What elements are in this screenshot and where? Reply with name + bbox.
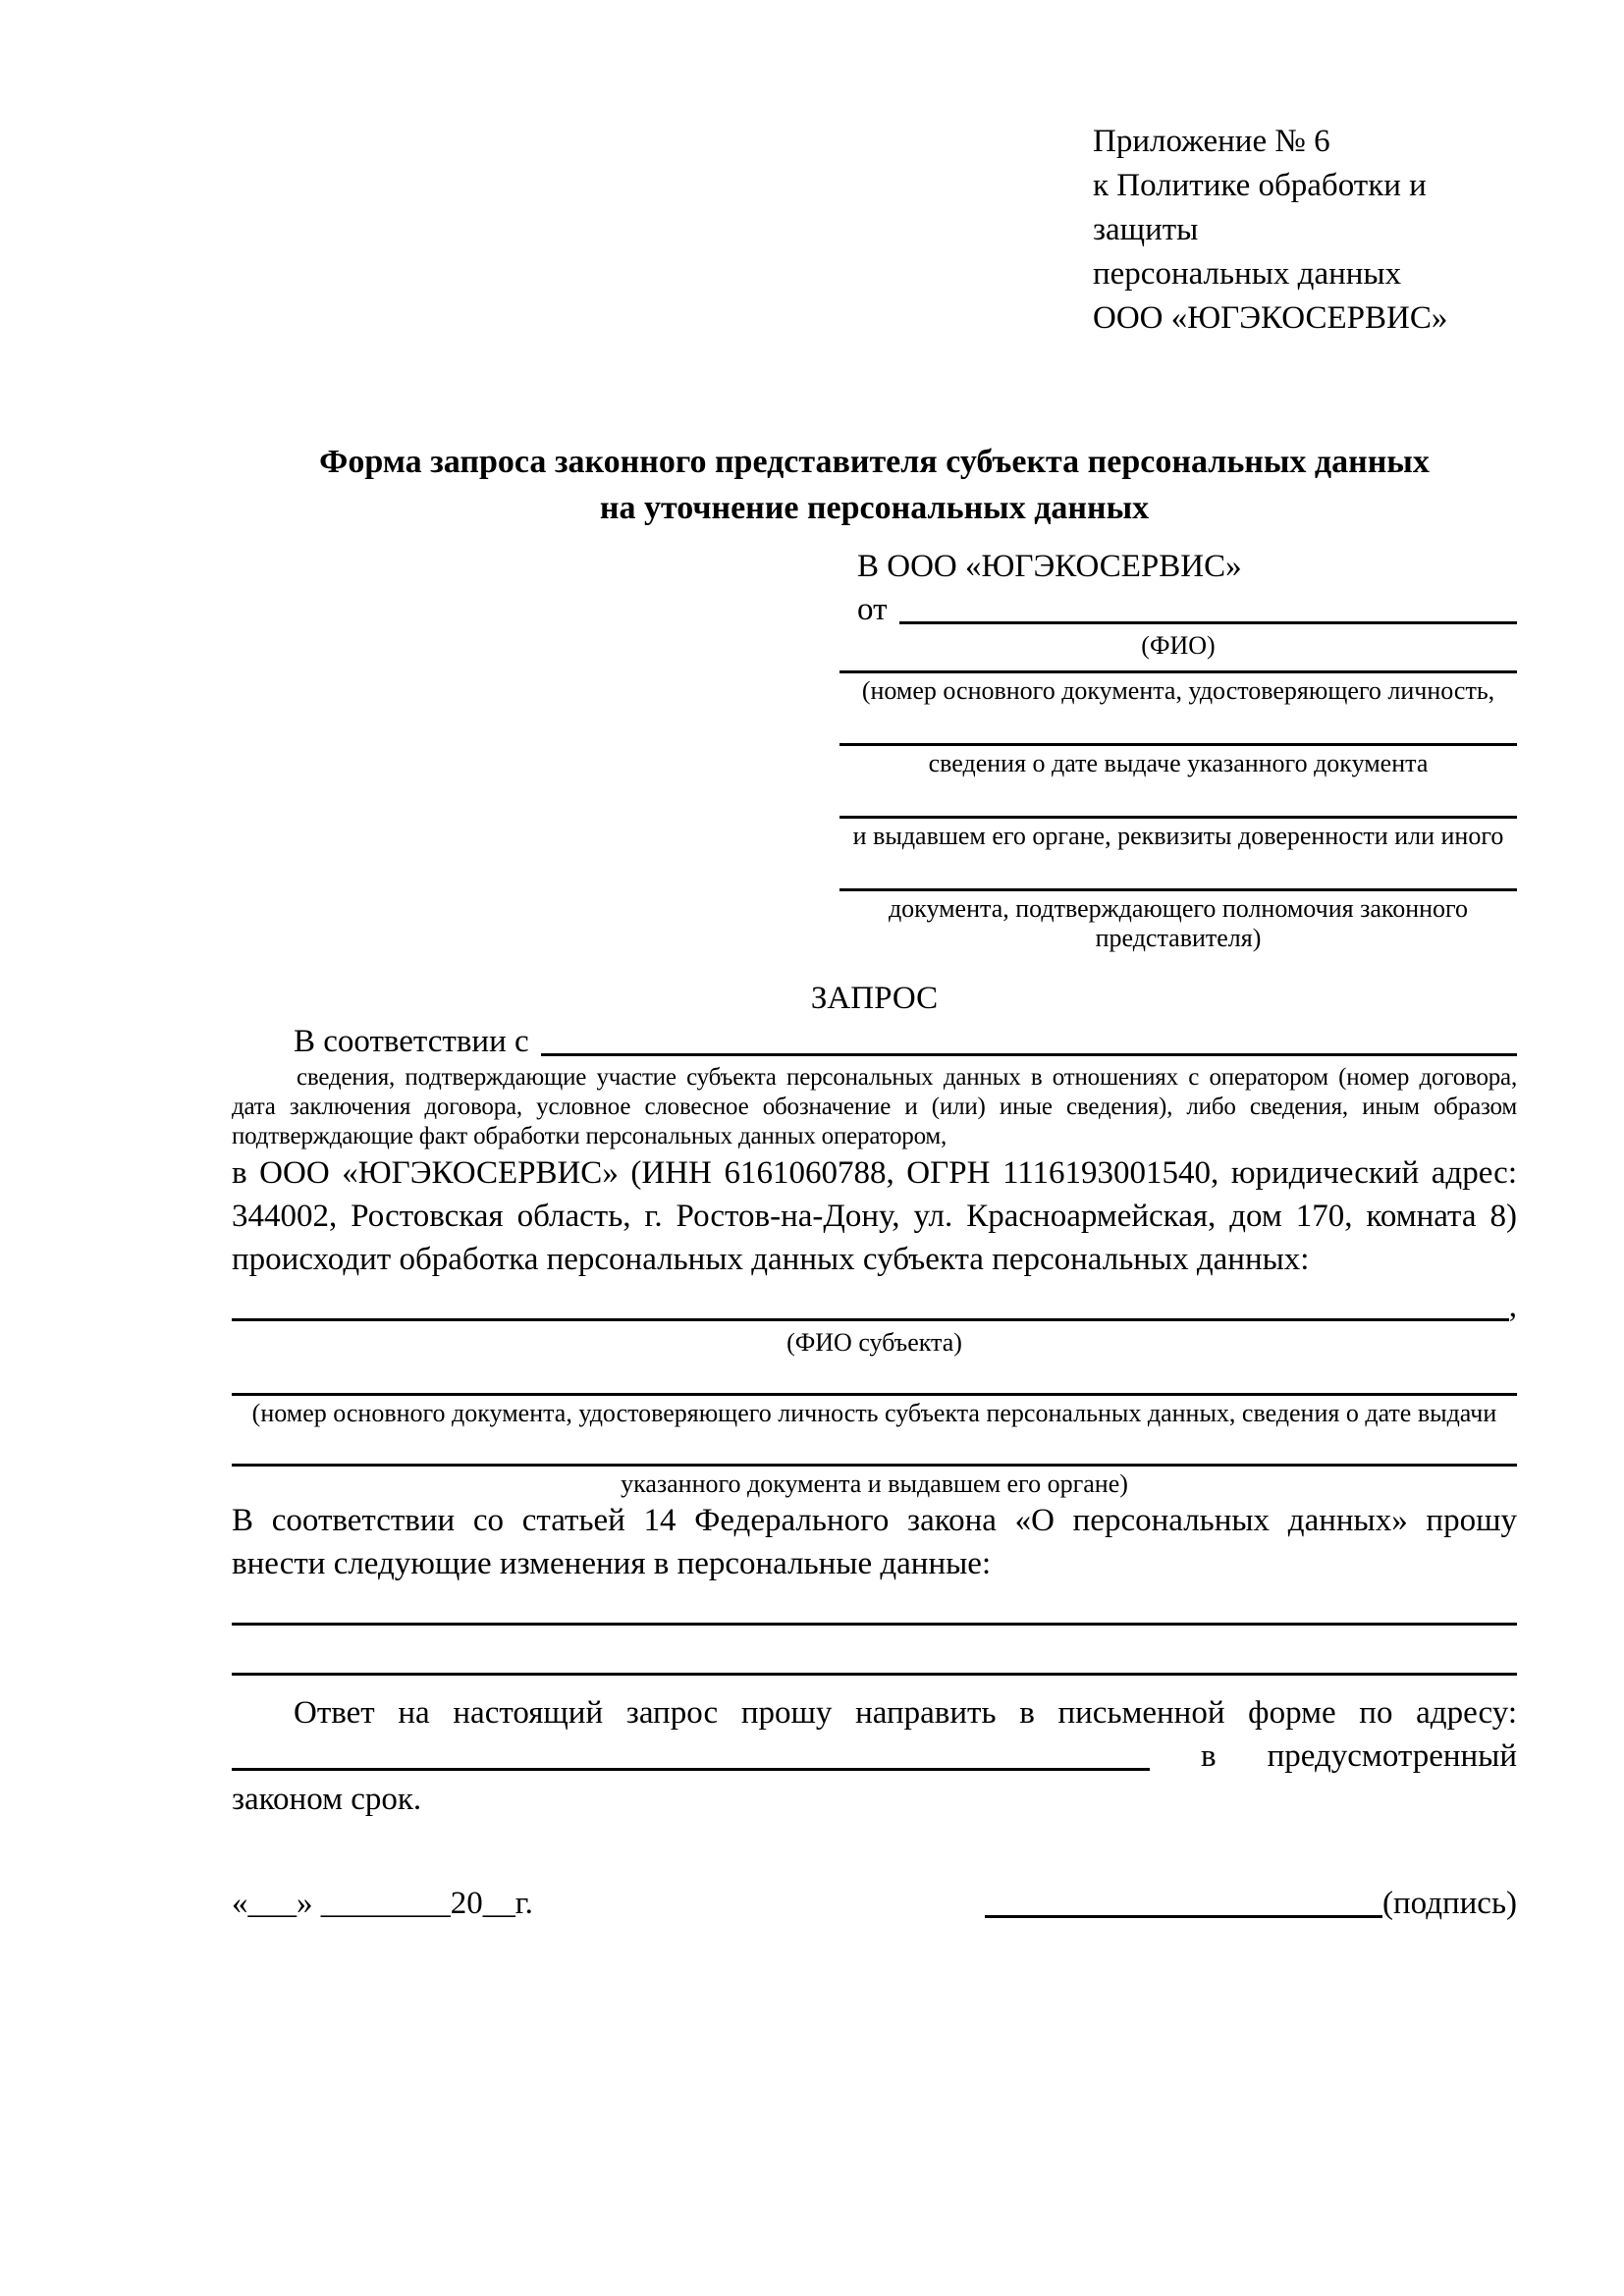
representative-doc-field <box>839 888 1517 953</box>
operator-paragraph: в ООО «ЮГЭКОСЕРВИС» (ИНН 6161060788, ОГРН 1116193001540, юридический адрес: 344002, Ростовская область, г. Ростов-на-Дону, ул. Красноармейская, дом 170, комната 8) происходит обработка персональных данных субъекта персональных данных: <box>232 1155 1517 1277</box>
spacer <box>1217 1735 1268 1778</box>
from-row <box>839 588 1517 631</box>
addressee-block <box>839 545 1517 953</box>
field-caption: (номер основного документа, удостоверяющего личность, <box>861 676 1495 705</box>
caption-fio: (ФИО) <box>1141 631 1216 660</box>
blank-line[interactable] <box>839 743 1517 746</box>
from-name-blank-line[interactable] <box>899 588 1518 631</box>
field-caption: указанного документа и выдавшем его органе) <box>621 1469 1128 1498</box>
reply-tail: законом срок. <box>232 1782 422 1817</box>
representative-doc-field <box>839 743 1517 778</box>
field-caption: (номер основного документа, удостоверяющего личность субъекта персональных данных, сведения о дате выдачи <box>251 1399 1497 1427</box>
reply-address-row <box>232 1735 1517 1778</box>
blank-line[interactable] <box>839 670 1517 673</box>
representative-doc-field <box>839 670 1517 706</box>
header-line: Приложение № 6 <box>1093 124 1330 159</box>
reply-sentence: Ответ на настоящий запрос прошу направить в письменной форме по адресу: <box>294 1695 1517 1731</box>
changes-blank-line[interactable] <box>232 1673 1517 1676</box>
date-signature-row <box>232 1882 1517 1925</box>
reply-word-stipulated: предусмотренный <box>1267 1738 1518 1774</box>
subject-fio-row <box>232 1285 1517 1328</box>
intro-row <box>232 1020 1517 1063</box>
changes-blank-line[interactable] <box>232 1623 1517 1626</box>
representative-doc-field <box>839 816 1517 851</box>
reply-address-blank-line[interactable] <box>232 1735 1150 1778</box>
from-label: от <box>857 592 888 627</box>
addressee-to: В ООО «ЮГЭКОСЕРВИС» <box>857 549 1242 584</box>
subject-doc-field <box>232 1464 1517 1499</box>
field-caption: сведения о дате выдаче указанного документа <box>928 749 1429 777</box>
reply-word-in: в <box>1201 1738 1217 1774</box>
intro-blank-line[interactable] <box>541 1020 1517 1063</box>
field-caption: документа, подтверждающего полномочия законного представителя) <box>888 894 1469 952</box>
title-line-2: на уточнение персональных данных <box>599 490 1150 526</box>
blank-line[interactable] <box>232 1464 1517 1467</box>
article-paragraph-line-2: внести следующие изменения в персональные данные: <box>232 1546 992 1581</box>
intro-prefix: В соответствии с <box>294 1024 529 1059</box>
signature-caption: (подпись) <box>1382 1886 1517 1921</box>
blank-line[interactable] <box>839 888 1517 891</box>
header-line: к Политике обработки и защиты <box>1093 168 1427 247</box>
blank-line[interactable] <box>839 816 1517 819</box>
subject-fio-blank-line[interactable] <box>232 1285 1509 1328</box>
subject-doc-field <box>232 1393 1517 1428</box>
field-caption: и выдавшем его органе, реквизиты доверенности или иного <box>852 822 1504 850</box>
document-header <box>1093 120 1517 341</box>
spacer <box>533 1882 985 1925</box>
spacer <box>1150 1735 1201 1778</box>
fine-print-note: сведения, подтверждающие участие субъекта персональных данных в отношениях с оператором (номер договора, дата заключения договора, условное словесное обозначение и (или) иные сведения), либо сведения, иным образом подтверждающие факт обработки персональных данных оператором, <box>232 1064 1517 1149</box>
header-line: персональных данных <box>1093 256 1402 292</box>
blank-line[interactable] <box>232 1393 1517 1396</box>
document-title <box>232 439 1517 531</box>
caption-subject-fio: (ФИО субъекта) <box>786 1328 962 1357</box>
request-heading: ЗАПРОС <box>810 981 939 1016</box>
date-blank[interactable]: «___» ________20__г. <box>232 1886 533 1921</box>
signature-line[interactable] <box>985 1882 1382 1925</box>
article-paragraph-line-1: В соответствии со статьей 14 Федерального закона «О персональных данных» прошу <box>232 1503 1517 1538</box>
title-line-1: Форма запроса законного представителя субъекта персональных данных <box>319 444 1430 480</box>
comma-after-blank: , <box>1508 1289 1517 1324</box>
header-line: ООО «ЮГЭКОСЕРВИС» <box>1093 300 1448 336</box>
